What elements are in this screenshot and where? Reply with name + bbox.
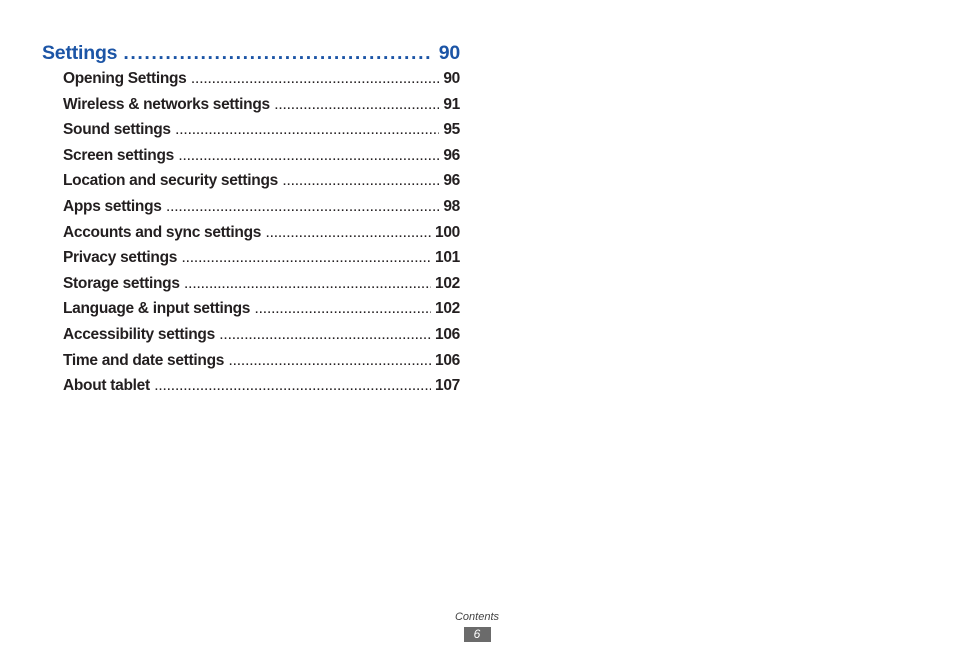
toc-entry-list [42, 66, 460, 399]
entry-title: Language & input settings [63, 300, 251, 318]
toc-entry-accounts-sync-settings[interactable] [63, 220, 460, 246]
entry-title: Screen settings [63, 146, 174, 164]
toc-entry-screen-settings[interactable] [63, 143, 460, 169]
entry-page-number: 90 [443, 70, 460, 87]
entry-title: About tablet [63, 377, 150, 395]
dot-leader [266, 222, 431, 248]
entry-title: Location and security settings [63, 172, 278, 190]
entry-page-number: 107 [435, 377, 460, 395]
entry-page-number: 96 [443, 146, 460, 164]
footer-contents-label: Contents [454, 611, 500, 623]
entry-title: Apps settings [63, 197, 162, 215]
dot-leader [220, 324, 431, 350]
entry-page-number: 106 [435, 351, 460, 369]
toc-entry-about-tablet[interactable] [63, 373, 460, 399]
toc-section-settings[interactable] [42, 40, 460, 66]
entry-title: Privacy settings [63, 249, 178, 267]
dot-leader [255, 298, 431, 324]
entry-page-number: 98 [443, 197, 460, 215]
entry-page-number: 102 [435, 274, 460, 292]
entry-title: Sound settings [63, 121, 171, 139]
dot-leader [167, 196, 440, 222]
toc-entry-wireless-networks-settings[interactable] [63, 92, 460, 118]
dot-leader [185, 273, 431, 299]
dot-leader [155, 375, 431, 401]
toc-entry-time-date-settings[interactable] [63, 348, 460, 374]
dot-leader [123, 40, 432, 66]
entry-title: Wireless & networks settings [63, 95, 270, 113]
dot-leader [182, 247, 431, 273]
toc-entry-language-input-settings[interactable] [63, 296, 460, 322]
dot-leader [283, 170, 439, 196]
entry-page-number: 100 [435, 223, 460, 241]
page-footer [440, 609, 514, 642]
entry-title: Storage settings [63, 274, 180, 292]
entry-page-number: 91 [443, 95, 460, 113]
entry-page-number: 96 [443, 172, 460, 190]
entry-page-number: 102 [435, 300, 460, 318]
entry-title: Accessibility settings [63, 325, 215, 343]
toc-entry-privacy-settings[interactable] [63, 245, 460, 271]
page-number-badge: 6 [464, 627, 491, 642]
entry-title: Time and date settings [63, 351, 225, 369]
toc-entry-storage-settings[interactable] [63, 271, 460, 297]
table-of-contents [42, 40, 460, 399]
dot-leader [192, 68, 440, 94]
section-page-number: 90 [438, 42, 460, 64]
entry-page-number: 95 [443, 121, 460, 139]
dot-leader [275, 94, 440, 120]
section-title: Settings [42, 42, 118, 64]
entry-title: Accounts and sync settings [63, 223, 262, 241]
toc-entry-location-security-settings[interactable] [63, 168, 460, 194]
dot-leader [176, 119, 440, 145]
dot-leader [179, 145, 439, 171]
entry-title: Opening Settings [63, 70, 187, 87]
toc-entry-opening-settings[interactable] [63, 66, 460, 92]
toc-entry-apps-settings[interactable] [63, 194, 460, 220]
toc-entry-sound-settings[interactable] [63, 117, 460, 143]
entry-page-number: 106 [435, 325, 460, 343]
entry-page-number: 101 [435, 249, 460, 267]
toc-entry-accessibility-settings[interactable] [63, 322, 460, 348]
dot-leader [229, 350, 431, 376]
